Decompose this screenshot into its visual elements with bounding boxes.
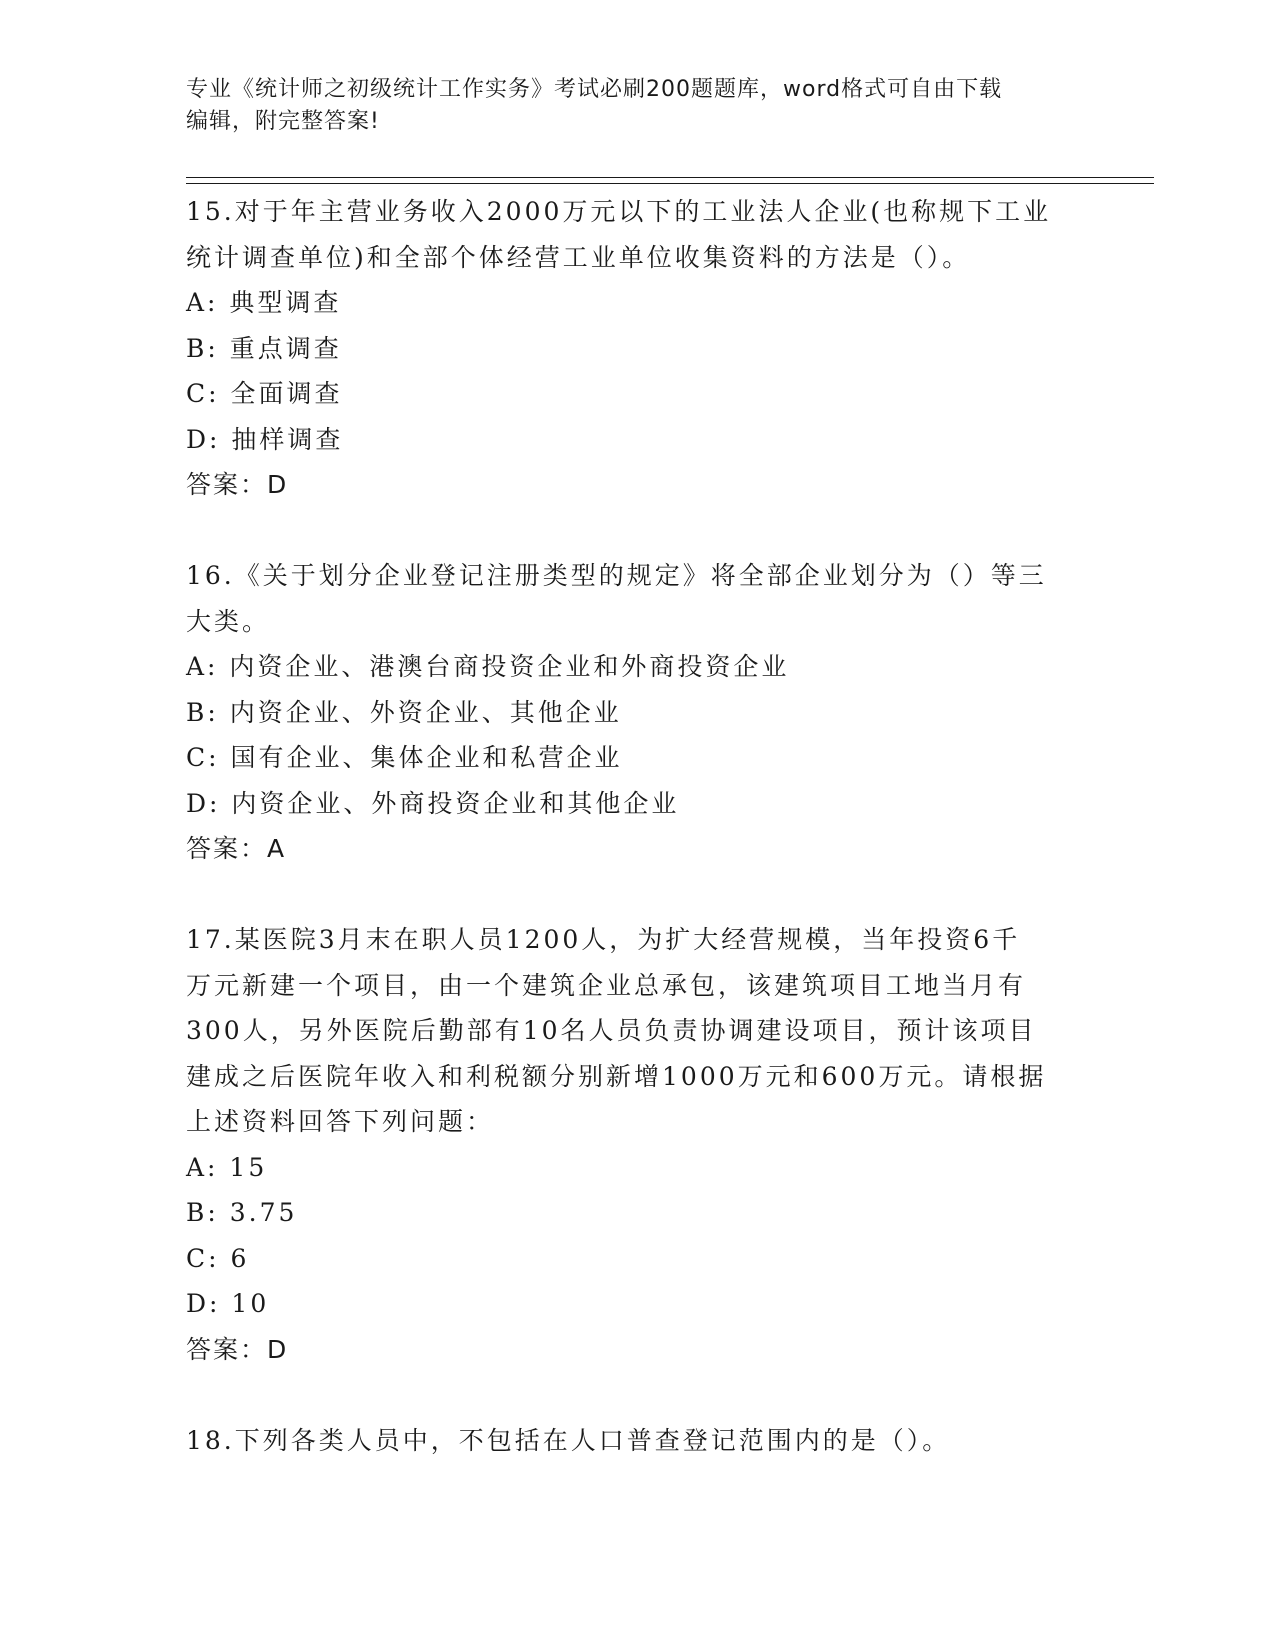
- option-b: B: 3.75: [186, 1198, 298, 1227]
- header-line-2: 编辑，附完整答案!: [186, 109, 380, 134]
- header-divider-bottom: [186, 183, 1154, 184]
- question-list: [186, 189, 1086, 1463]
- spacer: [186, 1372, 1086, 1418]
- header-divider-top: [186, 177, 1154, 178]
- answer-label: 答案：D: [186, 470, 289, 499]
- answer-label: 答案：D: [186, 1334, 289, 1364]
- option-c: C: 全面调查: [186, 379, 343, 408]
- option-b: B: 重点调查: [186, 333, 342, 363]
- question-stem-line: 万元新建一个项目，由一个建筑企业总承包，该建筑项目工地当月有: [186, 970, 1027, 1000]
- question-stem-line: 17.某医院3月末在职人员1200人，为扩大经营规模，当年投资6千: [186, 925, 1021, 954]
- question-stem-line: 建成之后医院年收入和利税额分别新增1000万元和600万元。请根据: [186, 1061, 1047, 1091]
- question-stem-line: 大类。: [186, 606, 271, 636]
- question-17: [186, 917, 1086, 1372]
- question-15: [186, 189, 1086, 508]
- option-c: C: 6: [186, 1243, 250, 1273]
- spacer: [186, 872, 1086, 918]
- question-18: [186, 1418, 1086, 1464]
- question-stem-line: 16.《关于划分企业登记注册类型的规定》将全部企业划分为（）等三: [186, 561, 1047, 590]
- question-stem-line: 上述资料回答下列问题：: [186, 1107, 495, 1136]
- option-c: C: 国有企业、集体企业和私营企业: [186, 743, 623, 772]
- option-d: D: 内资企业、外商投资企业和其他企业: [186, 788, 680, 818]
- question-stem-line: 18.下列各类人员中，不包括在人口普查登记范围内的是（）。: [186, 1425, 951, 1455]
- option-a: A: 内资企业、港澳台商投资企业和外商投资企业: [186, 652, 790, 681]
- question-stem-line: 统计调查单位)和全部个体经营工业单位收集资料的方法是（）。: [186, 242, 971, 272]
- option-a: A: 15: [186, 1152, 268, 1182]
- answer-label: 答案：A: [186, 834, 287, 863]
- question-16: [186, 553, 1086, 872]
- question-stem-line: 15.对于年主营业务收入2000万元以下的工业法人企业(也称规下工业: [186, 197, 1052, 226]
- spacer: [186, 508, 1086, 554]
- option-d: D: 抽样调查: [186, 424, 344, 454]
- option-a: A: 典型调查: [186, 288, 342, 317]
- option-d: D: 10: [186, 1289, 270, 1318]
- question-stem-line: 300人，另外医院后勤部有10名人员负责协调建设项目，预计该项目: [186, 1016, 1037, 1045]
- header-line-1: 专业《统计师之初级统计工作实务》考试必刷200题题库，word格式可自由下载: [186, 77, 1003, 102]
- option-b: B: 内资企业、外资企业、其他企业: [186, 697, 622, 727]
- document-header: [186, 74, 1066, 138]
